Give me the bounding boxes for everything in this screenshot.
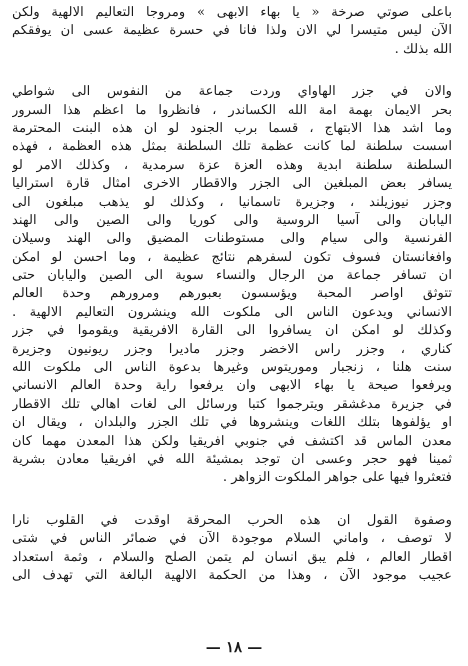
text-line: والان في جزر الهاواي وردت جماعة من النفوس الى شواطي [12, 84, 452, 100]
text-line: كناري ، وجزر راس الاخضر وجزر ماديرا وجزر ريونيون وجزيرة [12, 341, 452, 357]
text-line: سنت هلنا ، زنجبار وموريتوس وغيرها بدعوة الناس الى ملكوت الله [12, 360, 452, 376]
text-line: الله بذلك . [394, 41, 452, 57]
text-line: لا توصف ، واماني السلام موجودة الآن في ضمائر الناس في شتى [12, 531, 452, 547]
paragraph [12, 512, 452, 586]
text-line: ثمينا فهو حجر وعسى ان توجد بمشيئة الله في افريقيا معادن بشرية [12, 451, 452, 467]
text-line: باعلى صوتي صرخة « يا بهاء الابهى » ومروجا التعاليم الالهية ولكن [12, 5, 452, 20]
text-line: في جزيرة مدغشقر ويترجموا كتبا ورسائل الى لغات اهالي تلك الاقطار [12, 396, 452, 412]
text-line: معدن الماس قد اكتشف في جنوبي افريقيا ولكن هذا المعدن مهما كان [12, 433, 452, 449]
text-line: وما اشد هذا الابتهاج ، قسما برب الجنود لو ان هذه البنت المحترمة [12, 120, 452, 136]
text-line: وجزر نيوزيلند ، وجزيرة تاسمانيا ، وكذلك لو يذهب مبلغون الى [12, 194, 452, 210]
text-line: تتوثق اواصر المحبة ويؤسسون بعبورهم ومرورهم وحدة العالم [12, 286, 452, 302]
text-line: ويرفعوا صيحة يا بهاء الابهى وان يرفعوا راية وحدة العالم الانساني [12, 378, 452, 394]
text-line: ان تسافر جماعة من الرجال والنساء سوية الى الصين واليابان حتى [12, 268, 452, 284]
text-line: اسست سلطنة لما كانت عظمة تلك السلطنة بمثل هذه العظمة ، فهذه [12, 139, 452, 155]
text-line: يسافر بعض المبلغين الى الجزر والاقطار الاخرى امثال قارة استراليا [12, 176, 452, 192]
text-line: وافغانستان فسوف تكون لسفرهم نتائج عظيمة ، وما احسن لو امكن [12, 249, 452, 265]
text-line: اقطار العالم ، فلم يبق انسان لم يتمن الصلح والسلام ، وثمة استعداد [12, 549, 452, 565]
paragraph [12, 83, 452, 488]
text-line: الآن ليس متيسرا لي الان ولذا فانا في حسرة عظيمة عسى ان يوفقكم [12, 23, 452, 39]
text-line: عجيب موجود الآن ، وهذا من الحكمة الالهية البالغة التي تهدف الى [12, 567, 452, 583]
paragraph [12, 4, 452, 59]
text-line: فتعثروا فيها على جواهر الملكوت الزواهر . [222, 470, 452, 486]
page-number: — ١٨ — [205, 638, 263, 656]
text-line: اليابان والى آسيا الروسية والى كوريا والى الصين والى الهند [12, 212, 452, 228]
text-line: وصفوة القول ان هذه الحرب المحرقة اوقدت في القلوب نارا [12, 512, 452, 528]
text-line: السلطنة سلطنة ابدية وهذه العزة عزة سرمدية ، وكذلك الامر لو [12, 157, 452, 173]
text-line: الانساني ويدعون الناس الى ملكوت الله وينشرون التعاليم الالهية . [12, 304, 452, 320]
text-line: وكذلك لو امكن ان يسافروا الى القارة الافريقية ويقوموا في جزر [12, 323, 452, 339]
paragraph-gap [12, 59, 452, 83]
text-line: الفرنسية والى سيام والى مستوطنات المضيق والى الهند وسيلان [12, 231, 452, 247]
text-line: بحر الايمان بهمة امة الله الكساندر ، فانظروا ما اعظم هذا السرور [12, 102, 452, 118]
paragraph-gap [12, 488, 452, 512]
text-line: او يؤلفوها بتلك اللغات وينشروها في تلك الجزر والبلدان ، ويقال ان [12, 415, 452, 431]
